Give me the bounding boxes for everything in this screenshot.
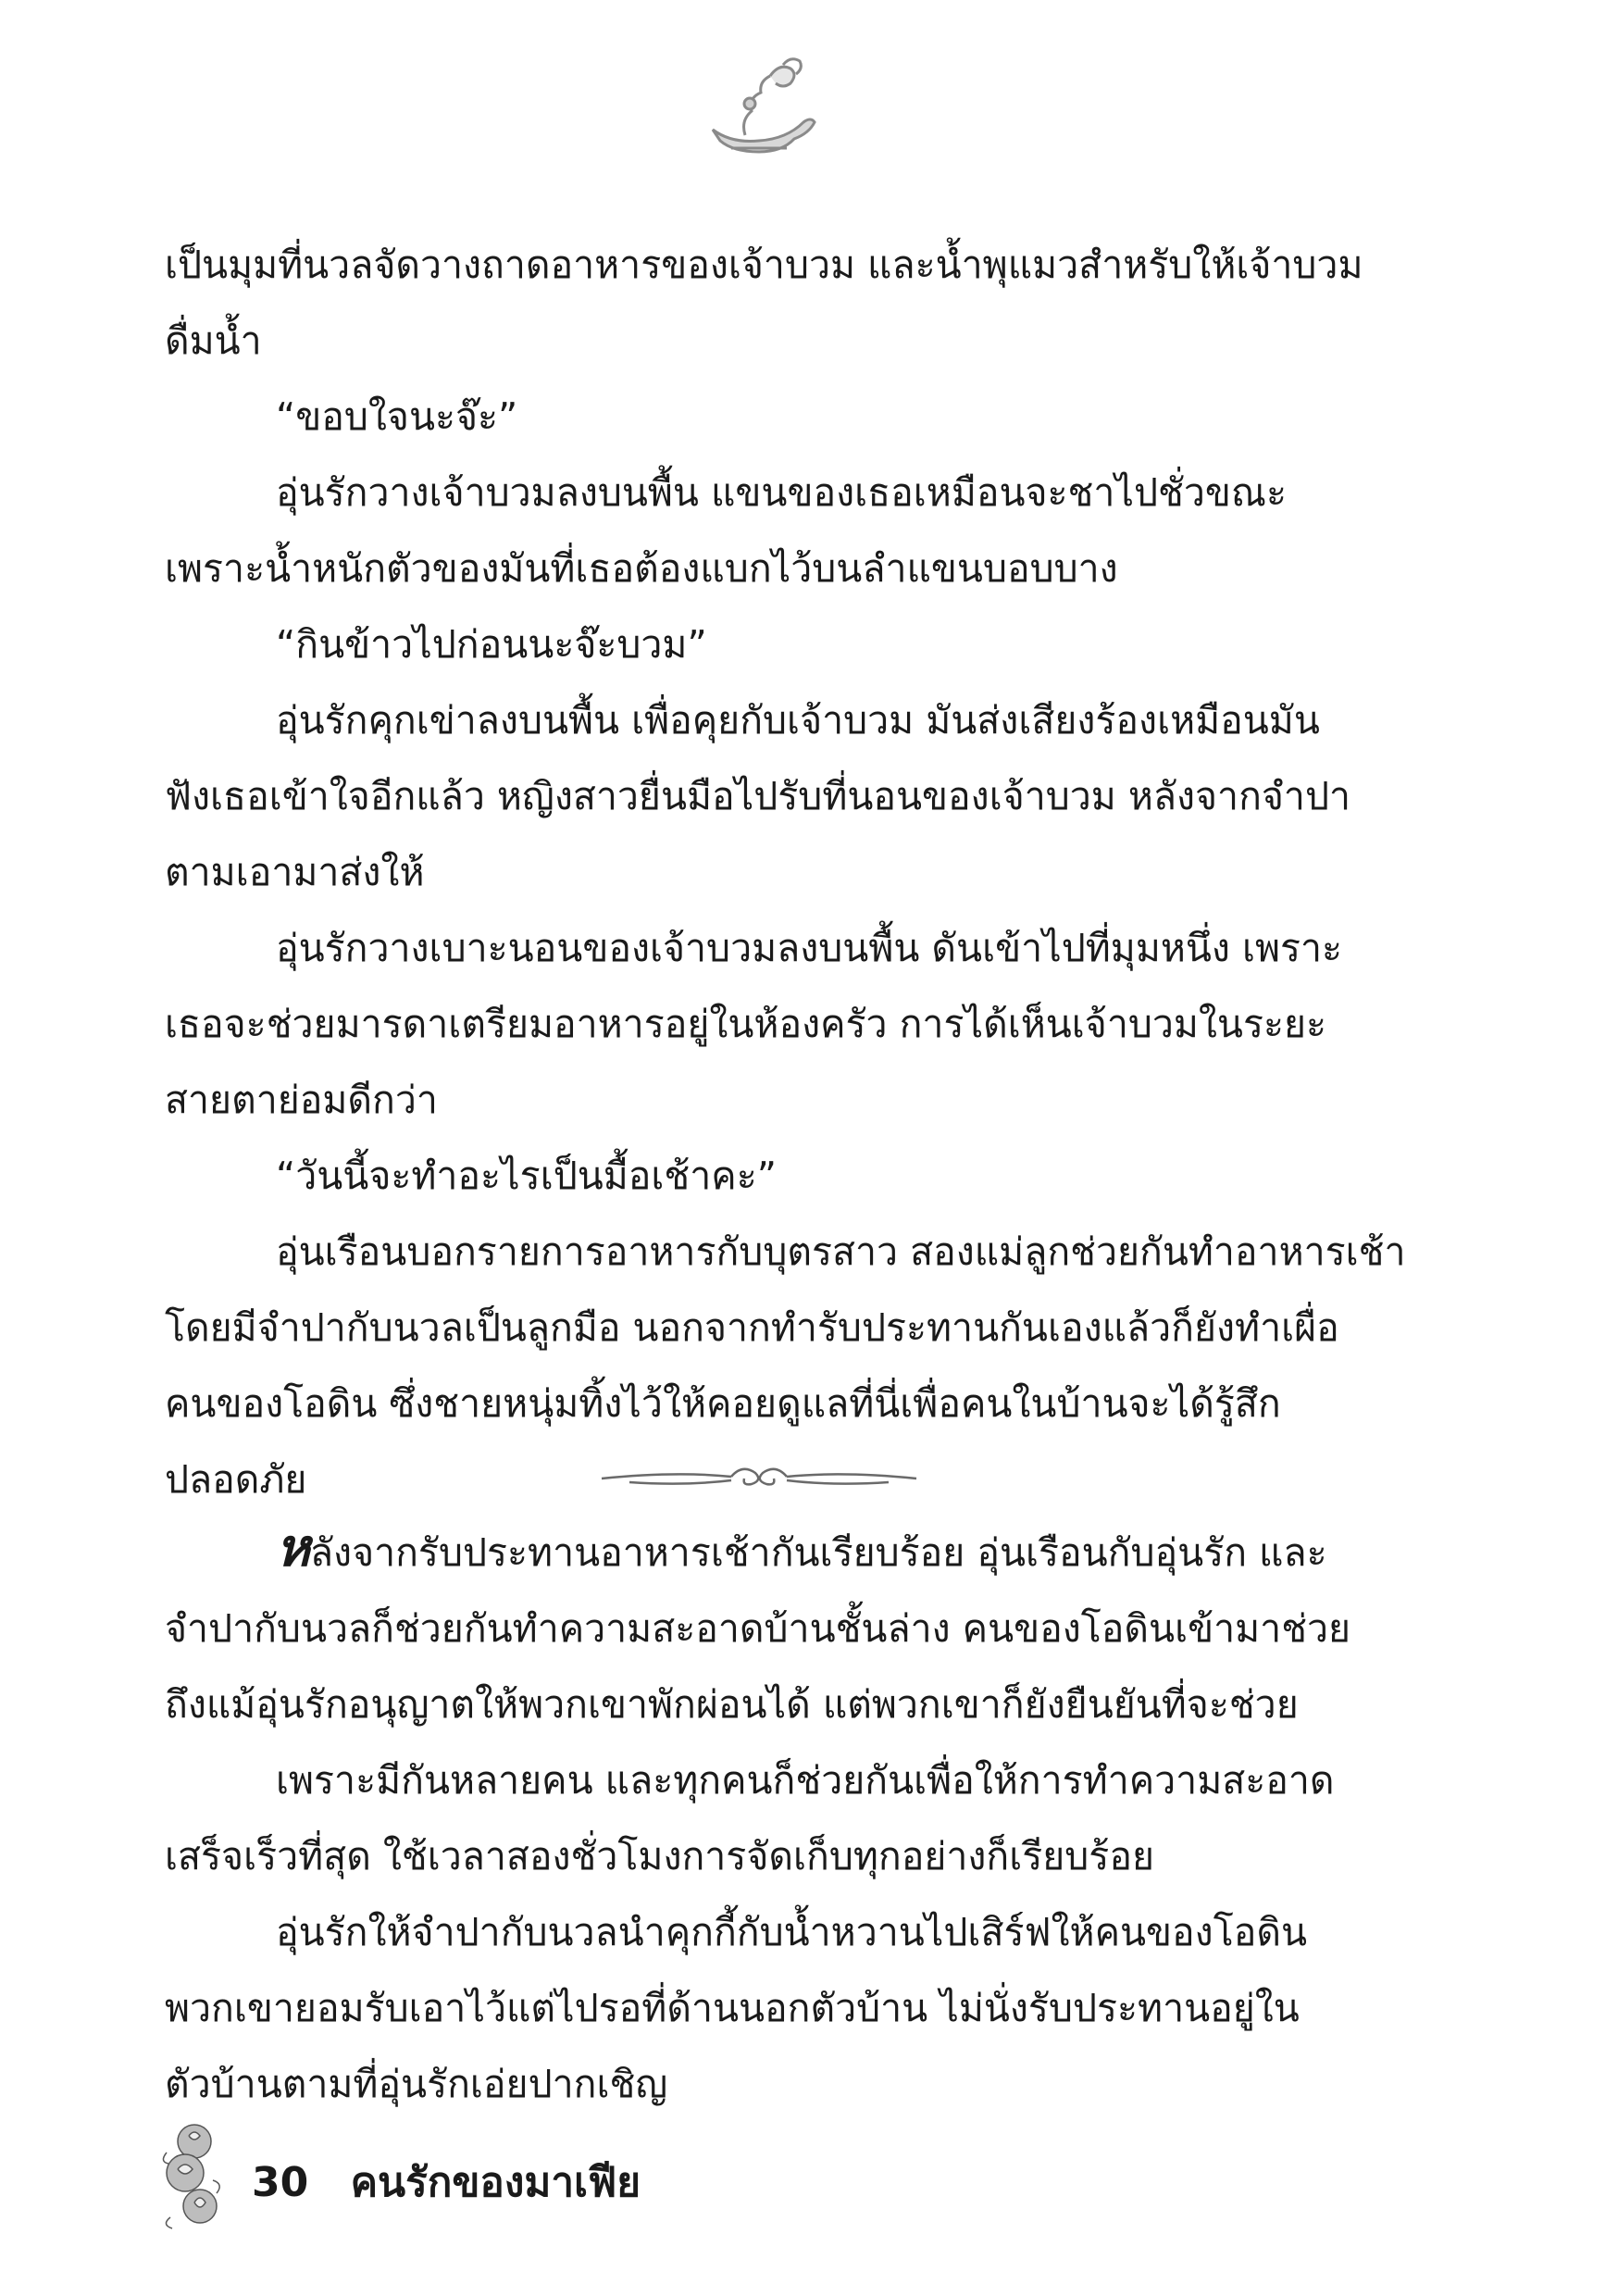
paragraph [165, 227, 1363, 379]
text-line: โดยมีจำปากับนวลเป็นลูกมือ นอกจากทำรับประทานกันเองแล้วก็ยังทำเผื่อ [165, 1305, 1339, 1350]
text-line: เธอจะช่วยมารดาเตรียมอาหารอยู่ในห้องครัว การได้เห็นเจ้าบวมในระยะ [165, 1002, 1327, 1046]
text-line: จำปากับนวลก็ช่วยกันทำความสะอาดบ้านชั้นล่าง คนของโอดินเข้ามาช่วย [165, 1606, 1351, 1651]
text-line: “วันนี้จะทำอะไรเป็นมื้อเช้าคะ” [276, 1154, 777, 1198]
text-line: “ขอบใจนะจ๊ะ” [276, 394, 518, 439]
text-block-bottom [165, 1511, 1351, 2122]
text-line: เพราะมีกันหลายคน และทุกคนก็ช่วยกันเพื่อให้การทำความสะอาด [276, 1758, 1335, 1803]
text-line: ตัวบ้านตามที่อุ่นรักเอ่ยปากเชิญ [165, 2062, 668, 2106]
text-line: อุ่นรักวางเจ้าบวมลงบนพื้น แขนของเธอเหมือนจะชาไปชั่วขณะ [276, 470, 1287, 515]
text-line: อุ่นรักให้จำปากับนวลนำคุกกี้กับน้ำหวานไปเสิร์ฟให้คนของโอดิน [276, 1910, 1307, 1954]
paragraph [165, 1511, 1351, 1742]
paragraph [165, 606, 1351, 682]
text-line: อุ่นเรือนบอกรายการอาหารกับบุตรสาว สองแม่ลูกช่วยกันทำอาหารเช้า [276, 1229, 1406, 1274]
text-line: “กินข้าวไปก่อนนะจ๊ะบวม” [276, 622, 707, 667]
text-line: เป็นมุมที่นวลจัดวางถาดอาหารของเจ้าบวม และน้ำพุแมวสำหรับให้เจ้าบวม [165, 243, 1363, 287]
page-footer [252, 2150, 641, 2215]
paragraph [165, 682, 1351, 910]
text-line-content: ลังจากรับประทานอาหารเช้ากันเรียบร้อย อุ่นเรือนกับอุ่นรัก และ [309, 1530, 1327, 1575]
paragraph [165, 1138, 1351, 1214]
text-line: ดื่มน้ำ [165, 318, 262, 363]
page-number: 30 [252, 2159, 309, 2206]
text-line [165, 1511, 1351, 1591]
text-line: ฟังเธอเข้าใจอีกแล้ว หญิงสาวยื่นมือไปรับที่นอนของเจ้าบวม หลังจากจำปา [165, 774, 1350, 818]
text-block-top [165, 227, 1406, 1517]
text-line: เสร็จเร็วที่สุด ใช้เวลาสองชั่วโมงการจัดเก็บทุกอย่างก็เรียบร้อย [165, 1834, 1154, 1878]
paragraph [165, 910, 1351, 1138]
rose-ornament-icon [157, 2115, 231, 2236]
text-line: ตามเอามาส่งให้ [165, 850, 425, 894]
text-line: เพราะน้ำหนักตัวของมันที่เธอต้องแบกไว้บนลำแขนบอบบาง [165, 546, 1118, 591]
text-line: ถึงแม้อุ่นรักอนุญาตให้พวกเขาพักผ่อนได้ แต่พวกเขาก็ยังยืนยันที่จะช่วย [165, 1682, 1299, 1727]
book-title: คนรักของมาเฟีย [350, 2159, 641, 2206]
text-line: สายตาย่อมดีกว่า [165, 1078, 438, 1122]
section-divider-ornament [592, 1458, 926, 1495]
paragraph [165, 455, 1351, 606]
drop-cap: ห [276, 1518, 310, 1578]
paragraph [165, 379, 1351, 455]
text-line: พวกเขายอมรับเอาไว้แต่ไปรอที่ด้านนอกตัวบ้าน ไม่นั่งรับประทานอยู่ใน [165, 1986, 1300, 2030]
text-line: ปลอดภัย [165, 1457, 307, 1502]
paragraph [165, 1894, 1351, 2122]
genie-lamp-ornament-icon [694, 56, 824, 167]
paragraph [165, 1742, 1351, 1894]
text-line: อุ่นรักวางเบาะนอนของเจ้าบวมลงบนพื้น ดันเข้าไปที่มุมหนึ่ง เพราะ [276, 926, 1343, 970]
text-line: อุ่นรักคุกเข่าลงบนพื้น เพื่อคุยกับเจ้าบวม มันส่งเสียงร้องเหมือนมัน [276, 698, 1320, 742]
text-line: คนของโอดิน ซึ่งชายหนุ่มทิ้งไว้ให้คอยดูแลที่นี่เพื่อคนในบ้านจะได้รู้สึก [165, 1381, 1281, 1426]
